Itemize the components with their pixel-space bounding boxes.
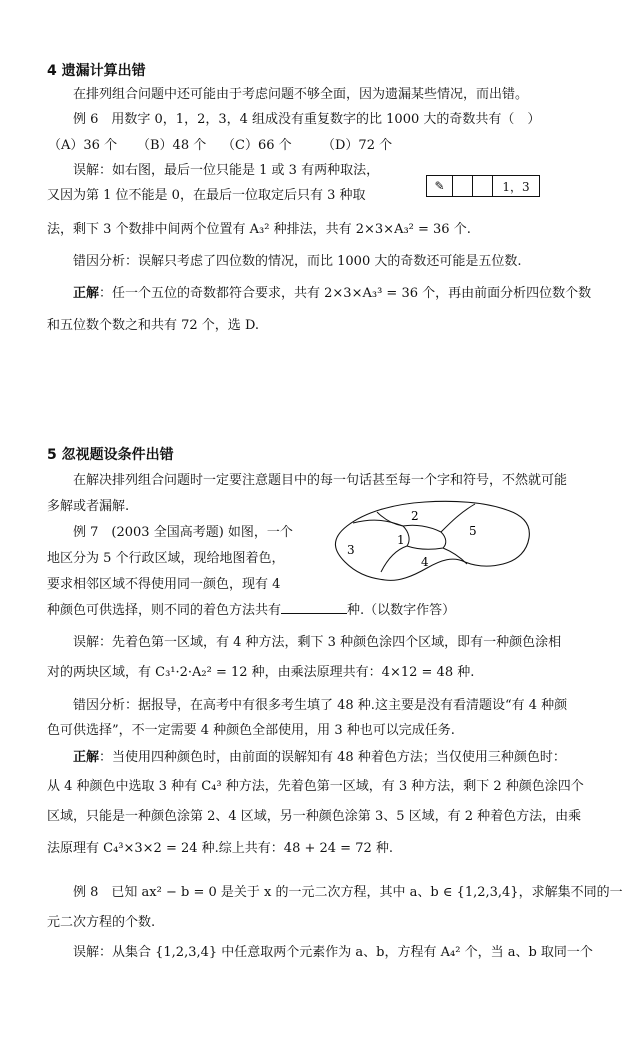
- region-label-3: 3: [347, 543, 355, 557]
- correct-solution-label: 正解: [73, 286, 100, 301]
- option-d: （D）72 个: [322, 138, 393, 153]
- digit-cell: [473, 176, 493, 196]
- section-5-intro-line-1: 在解决排列组合问题时一定要注意题目中的每一句话甚至每一个字和符号，不然就可能: [73, 473, 568, 488]
- correct-solution-7-line-1: [73, 749, 566, 767]
- region-border: [377, 512, 403, 526]
- example-7-line-3: 要求相邻区域不得使用同一颜色，现有 4: [47, 577, 281, 592]
- section-4-title: 4 遗漏计算出错: [47, 63, 146, 79]
- example-8-line-1: 例 8 已知 ax² − b = 0 是关于 x 的一元二次方程，其中 a、b ∈ {1,2,3,4}，求解集不同的一: [73, 885, 623, 900]
- option-c: （C）66 个: [222, 138, 292, 153]
- example-7-text: 种颜色可供选择，则不同的着色方法共有: [47, 603, 282, 618]
- correct-solution-label: 正解: [73, 750, 100, 765]
- example-6-question: 例 6 用数字 0，1，2，3，4 组成没有重复数字的比 1000 大的奇数共有（ ）: [73, 112, 541, 127]
- correct-solution-7-line-2: 从 4 种颜色中选取 3 种有 C₄³ 种方法，先着色第一区域，有 3 种方法，剩下 2 种颜色涂四个: [47, 779, 584, 794]
- region-map-figure: [325, 498, 535, 590]
- wrong-solution-line-1: 误解：如右图，最后一位只能是 1 或 3 有两种取法，: [73, 163, 380, 178]
- example-7-line-4: [47, 601, 455, 620]
- wrong-solution-line-3: 法，剩下 3 个数排中间两个位置有 A₃² 种排法，共有 2×3×A₃² = 36 个.: [47, 222, 471, 237]
- correct-solution-7-line-4: 法原理有 C₄³×3×2 = 24 种.综上共有：48 + 24 = 72 种.: [47, 841, 393, 856]
- example-8-line-2: 元二次方程的个数.: [47, 915, 156, 930]
- section-5-title: 5 忽视题设条件出错: [47, 447, 174, 463]
- pencil-icon: ✎: [427, 176, 453, 196]
- map-outline: [335, 501, 529, 580]
- correct-solution-line-2: 和五位数个数之和共有 72 个，选 D.: [47, 318, 260, 333]
- correct-solution-text: ：任一个五位的奇数都符合要求，共有 2×3×A₃³ = 36 个，再由前面分析四位数个数: [99, 286, 592, 301]
- option-a: （A）36 个: [48, 138, 118, 153]
- wrong-solution-7-line-1: 误解：先着色第一区域，有 4 种方法，剩下 3 种颜色涂四个区域，即有一种颜色涂相: [73, 635, 562, 650]
- correct-solution-text: ：当使用四种颜色时，由前面的误解知有 48 种着色方法；当仅使用三种颜色时：: [99, 750, 566, 765]
- example-7-text-end: 种.（以数字作答）: [347, 603, 456, 618]
- section-4-intro: 在排列组合问题中还可能由于考虑问题不够全面，因为遗漏某些情况，而出错。: [73, 87, 529, 102]
- region-label-4: 4: [421, 555, 429, 569]
- option-b: （B）48 个: [137, 138, 207, 153]
- wrong-solution-8-line-1: 误解：从集合 {1,2,3,4} 中任意取两个元素作为 a、b，方程有 A₄² 个，当 a、b 取同一个: [73, 945, 593, 960]
- digit-cell: [453, 176, 473, 196]
- wrong-solution-line-2: 又因为第 1 位不能是 0，在最后一位取定后只有 3 种取: [47, 188, 366, 203]
- region-label-5: 5: [469, 524, 477, 538]
- answer-blank: [281, 601, 347, 614]
- correct-solution-7-line-3: 区域，只能是一种颜色涂第 2、4 区域，另一种颜色涂第 3、5 区域，有 2 种着色方法，由乘: [47, 809, 582, 824]
- example-7-line-2: 地区分为 5 个行政区域，现给地图着色，: [47, 551, 285, 566]
- last-digit-cell: 1，3: [502, 179, 530, 194]
- wrong-solution-7-line-2: 对的两块区域，有 C₃¹·2·A₂² = 12 种，由乘法原理共有：4×12 = 48 种.: [47, 665, 475, 680]
- region-label-1: 1: [397, 533, 405, 547]
- error-analysis-7-line-1: 错因分析：据报导，在高考中有很多考生填了 48 种.这主要是没有看清题设“有 4 种颜: [73, 698, 568, 713]
- example-7-line-1: 例 7 (2003 全国高考题) 如图，一个: [73, 525, 293, 540]
- correct-solution-line-1: [73, 285, 591, 303]
- section-5-intro-line-2: 多解或者漏解.: [47, 499, 130, 514]
- region-label-2: 2: [411, 509, 419, 523]
- error-analysis-7-line-2: 色可供选择”，不一定需要 4 种颜色全部使用，用 3 种也可以完成任务.: [47, 723, 455, 738]
- digit-position-boxes: [426, 175, 540, 197]
- error-analysis: 错因分析：误解只考虑了四位数的情况，而比 1000 大的奇数还可能是五位数.: [73, 254, 522, 269]
